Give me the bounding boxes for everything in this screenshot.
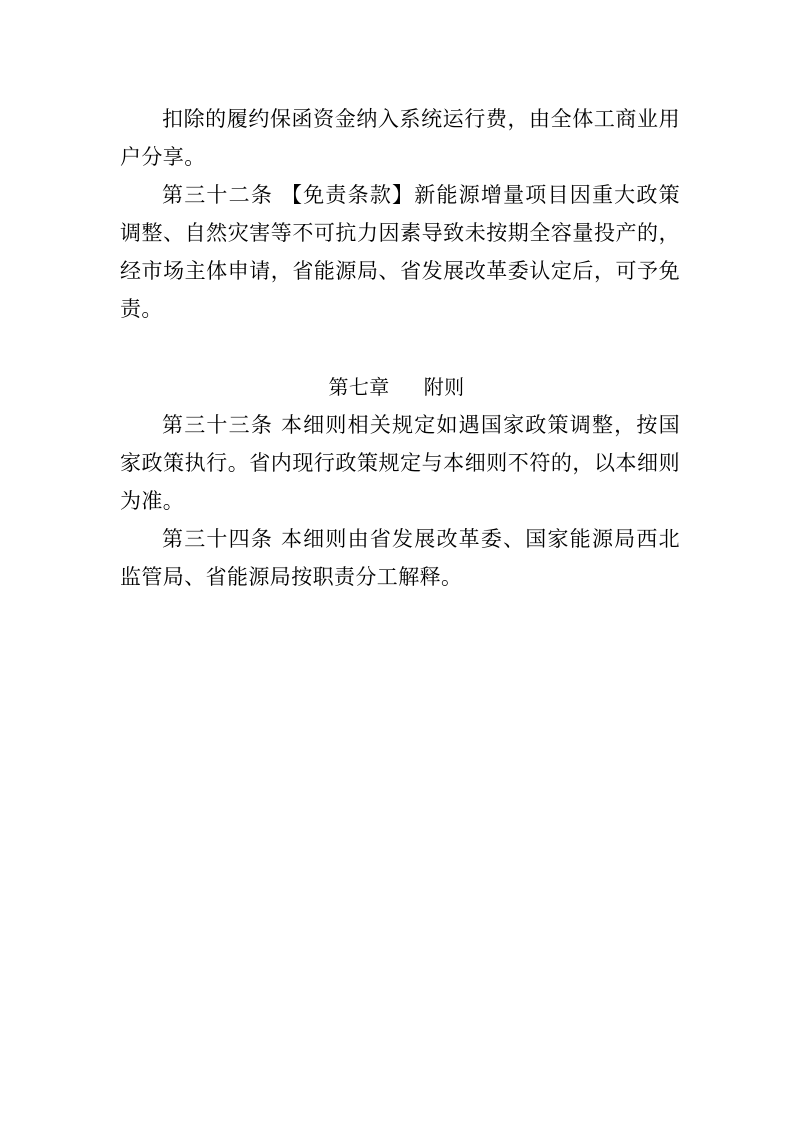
article-33-policy-adjustment: 第三十三条 本细则相关规定如遇国家政策调整，按国家政策执行。省内现行政策规定与本细则不符的，以本细则为准。 xyxy=(120,413,680,513)
paragraph-fund-sharing: 扣除的履约保函资金纳入系统运行费，由全体工商业用户分享。 xyxy=(120,107,680,169)
article-32-exemption-clause: 第三十二条 【免责条款】新能源增量项目因重大政策调整、自然灾害等不可抗力因素导致未按期全容量投产的，经市场主体申请，省能源局、省发展改革委认定后，可予免责。 xyxy=(120,183,680,321)
chapter-title: 附则 xyxy=(423,375,465,399)
chapter-heading xyxy=(0,368,793,406)
article-34-interpretation: 第三十四条 本细则由省发展改革委、国家能源局西北监管局、省能源局按职责分工解释。 xyxy=(120,527,680,589)
chapter-number: 第七章 xyxy=(328,375,390,399)
